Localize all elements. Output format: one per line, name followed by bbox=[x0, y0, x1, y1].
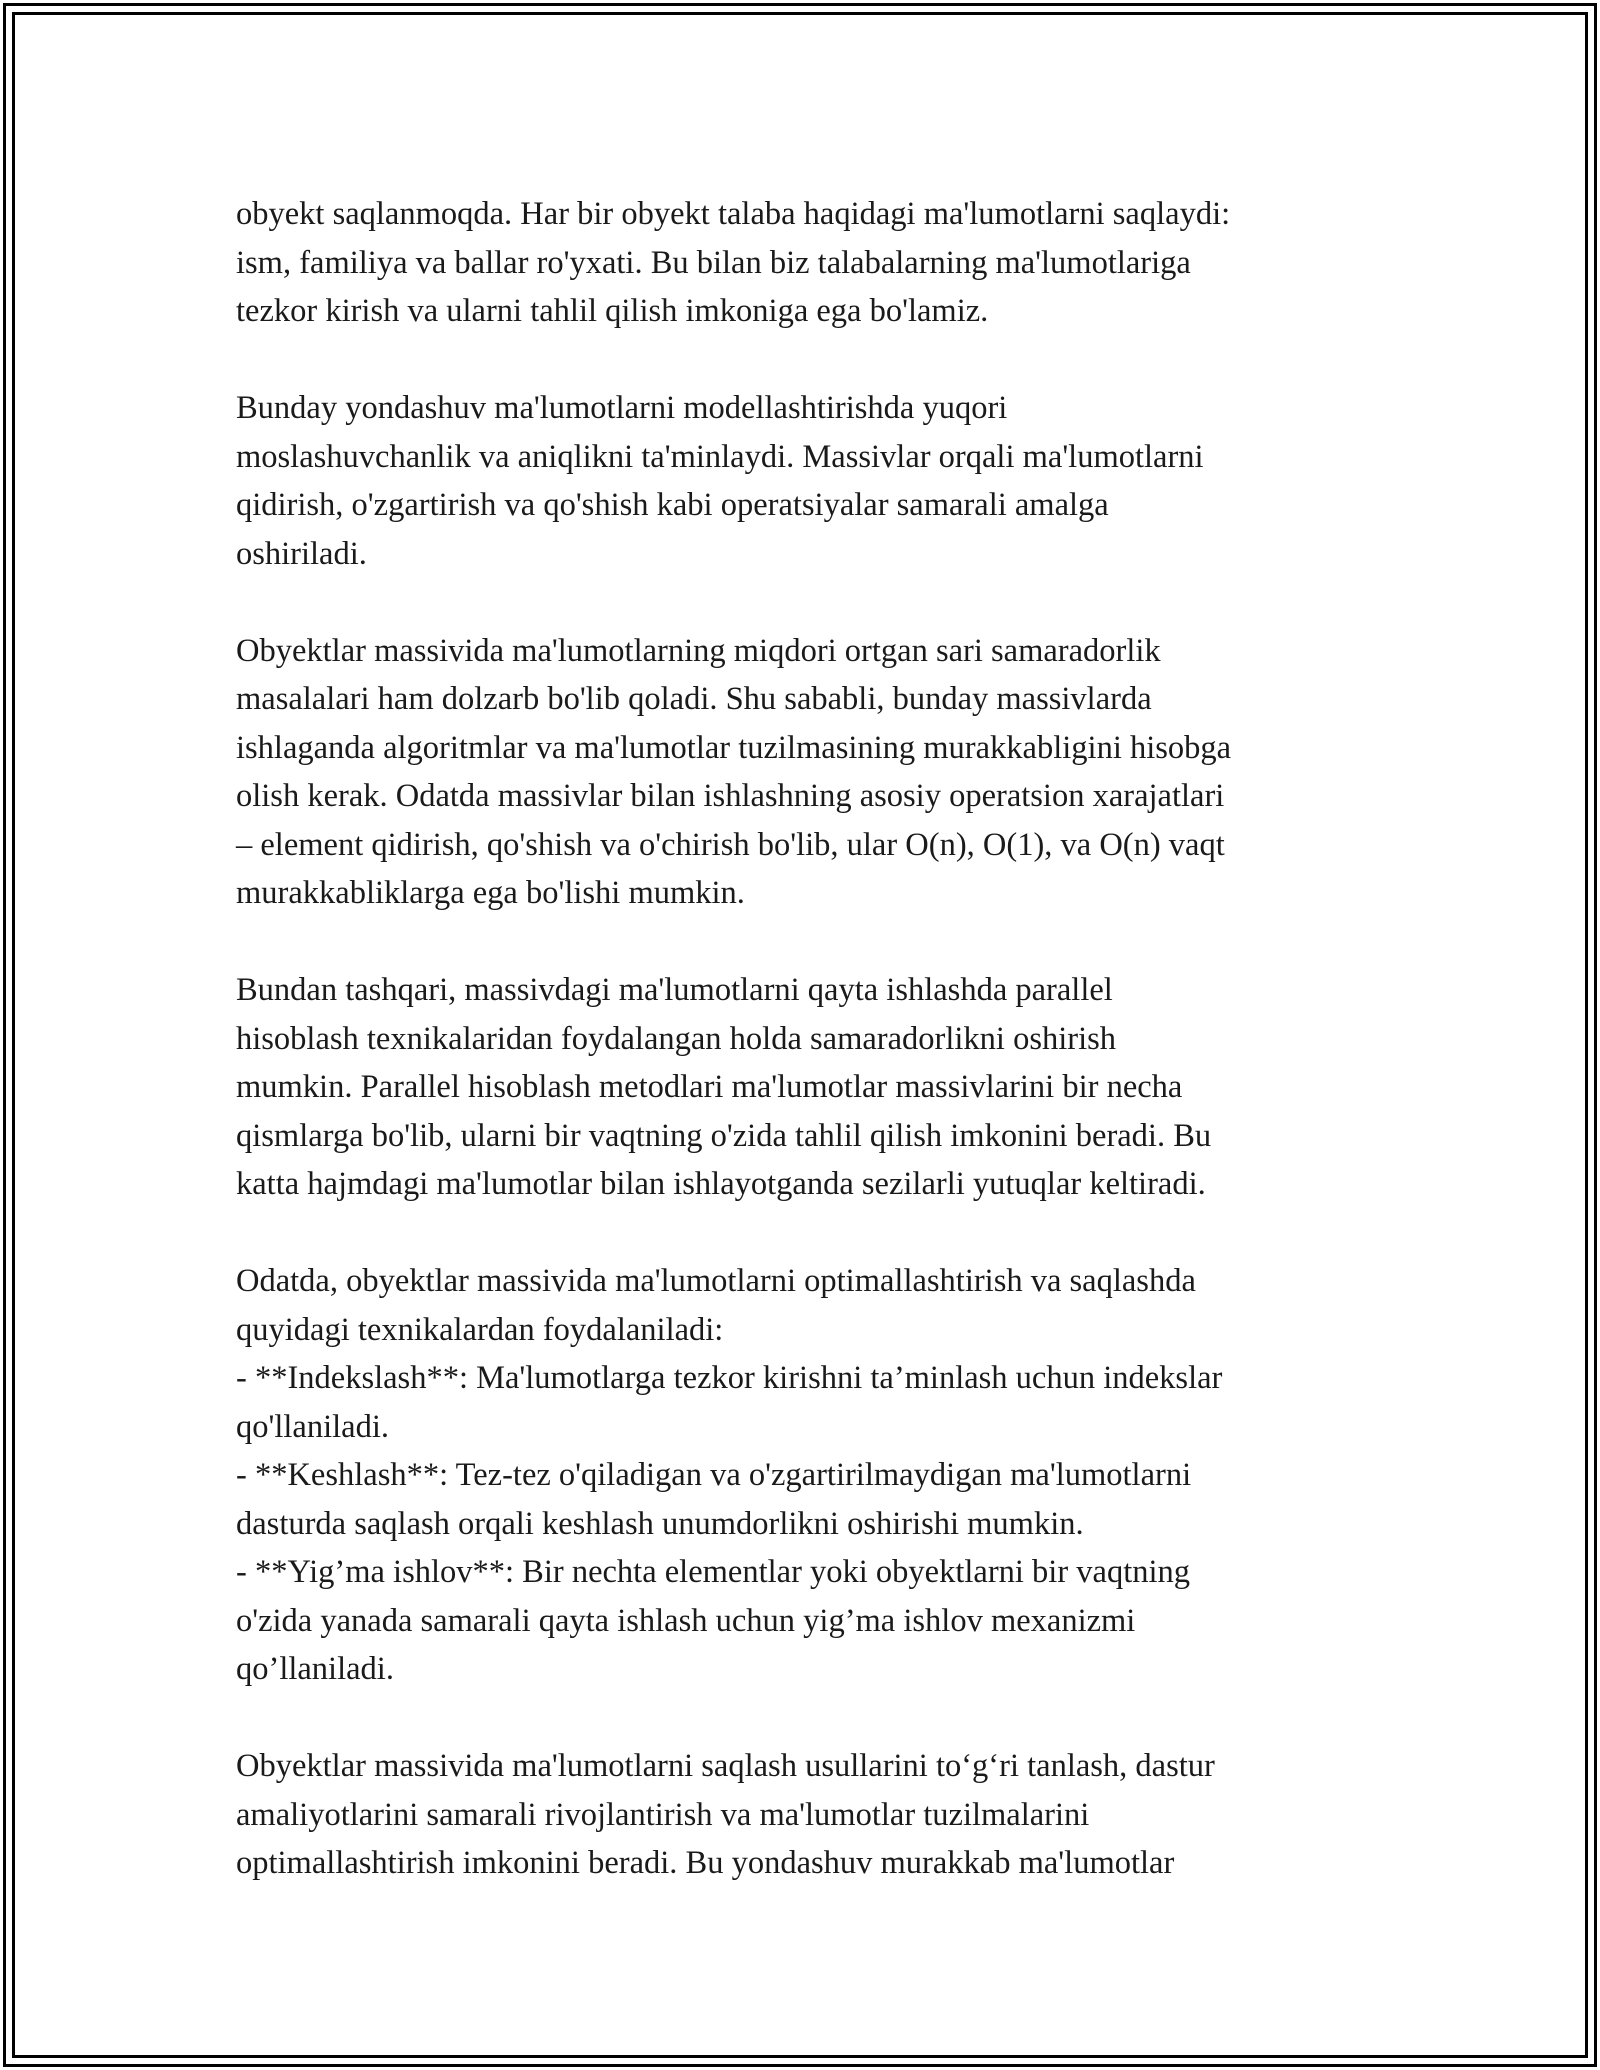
text-line: quyidagi texnikalardan foydalaniladi: bbox=[236, 1311, 724, 1348]
list-item-line: - **Yig’ma ishlov**: Bir nechta elementlar yoki obyektlarni bir vaqtning bbox=[236, 1554, 1191, 1590]
text-line: hisoblash texnikalaridan foydalangan holda samaradorlikni oshirish bbox=[236, 1020, 1116, 1057]
text-line: mumkin. Parallel hisoblash metodlari ma'lumotlar massivlarini bir necha bbox=[236, 1069, 1183, 1105]
paragraph-3 bbox=[236, 627, 1386, 918]
list-item-line: - **Keshlash**: Tez-tez o'qiladigan va o'zgartirilmaydigan ma'lumotlarni bbox=[236, 1457, 1192, 1493]
text-line: tezkor kirish va ularni tahlil qilish imkoniga ega bo'lamiz. bbox=[236, 293, 989, 329]
paragraph-6 bbox=[236, 1742, 1386, 1888]
text-line: Bundan tashqari, massivdagi ma'lumotlarni qayta ishlashda parallel bbox=[236, 972, 1113, 1008]
text-line: masalalari ham dolzarb bo'lib qoladi. Shu sababli, bunday massivlarda bbox=[236, 681, 1152, 717]
paragraph-5 bbox=[236, 1257, 1386, 1694]
text-line: katta hajmdagi ma'lumotlar bilan ishlayotganda sezilarli yutuqlar keltiradi. bbox=[236, 1166, 1206, 1202]
list-item-line: - **Indekslash**: Ma'lumotlarga tezkor kirishni ta’minlash uchun indekslar bbox=[236, 1360, 1223, 1396]
text-line: Bunday yondashuv ma'lumotlarni modellashtirishda yuqori bbox=[236, 390, 1008, 426]
text-line: murakkabliklarga ega bo'lishi mumkin. bbox=[236, 875, 745, 911]
document-body bbox=[236, 190, 1386, 1888]
text-line: olish kerak. Odatda massivlar bilan ishlashning asosiy operatsion xarajatlari bbox=[236, 778, 1225, 814]
text-line: ishlaganda algoritmlar va ma'lumotlar tuzilmasining murakkabligini hisobga bbox=[236, 729, 1232, 766]
list-item-line: o'zida yanada samarali qayta ishlash uchun yig’ma ishlov mexanizmi bbox=[236, 1602, 1136, 1639]
paragraph-4 bbox=[236, 966, 1386, 1209]
list-item-line: qo'llaniladi. bbox=[236, 1408, 389, 1445]
text-line: Obyektlar massivida ma'lumotlarning miqdori ortgan sari samaradorlik bbox=[236, 632, 1161, 669]
paragraph-1 bbox=[236, 190, 1386, 336]
text-line: Odatda, obyektlar massivida ma'lumotlarni optimallashtirish va saqlashda bbox=[236, 1263, 1196, 1299]
text-line: qidirish, o'zgartirish va qo'shish kabi operatsiyalar samarali amalga bbox=[236, 487, 1109, 523]
text-line: moslashuvchanlik va aniqlikni ta'minlaydi. Massivlar orqali ma'lumotlarni bbox=[236, 438, 1204, 475]
text-line: ism, familiya va ballar ro'yxati. Bu bilan biz talabalarning ma'lumotlariga bbox=[236, 244, 1191, 281]
text-line: optimallashtirish imkonini beradi. Bu yondashuv murakkab ma'lumotlar bbox=[236, 1845, 1175, 1881]
text-line: amaliyotlarini samarali rivojlantirish va ma'lumotlar tuzilmalarini bbox=[236, 1796, 1090, 1833]
text-line: Obyektlar massivida ma'lumotlarni saqlash usullarini to‘g‘ri tanlash, dastur bbox=[236, 1748, 1215, 1784]
text-line: – element qidirish, qo'shish va o'chirish bo'lib, ular O(n), O(1), va O(n) vaqt bbox=[236, 826, 1225, 863]
paragraph-2 bbox=[236, 384, 1386, 578]
list-item-line: qo’llaniladi. bbox=[236, 1651, 394, 1687]
text-line: obyekt saqlanmoqda. Har bir obyekt talaba haqidagi ma'lumotlarni saqlaydi: bbox=[236, 196, 1231, 232]
list-item-line: dasturda saqlash orqali keshlash unumdorlikni oshirishi mumkin. bbox=[236, 1505, 1084, 1542]
text-line: qismlarga bo'lib, ularni bir vaqtning o'zida tahlil qilish imkonini beradi. Bu bbox=[236, 1117, 1212, 1154]
text-line: oshiriladi. bbox=[236, 535, 367, 572]
